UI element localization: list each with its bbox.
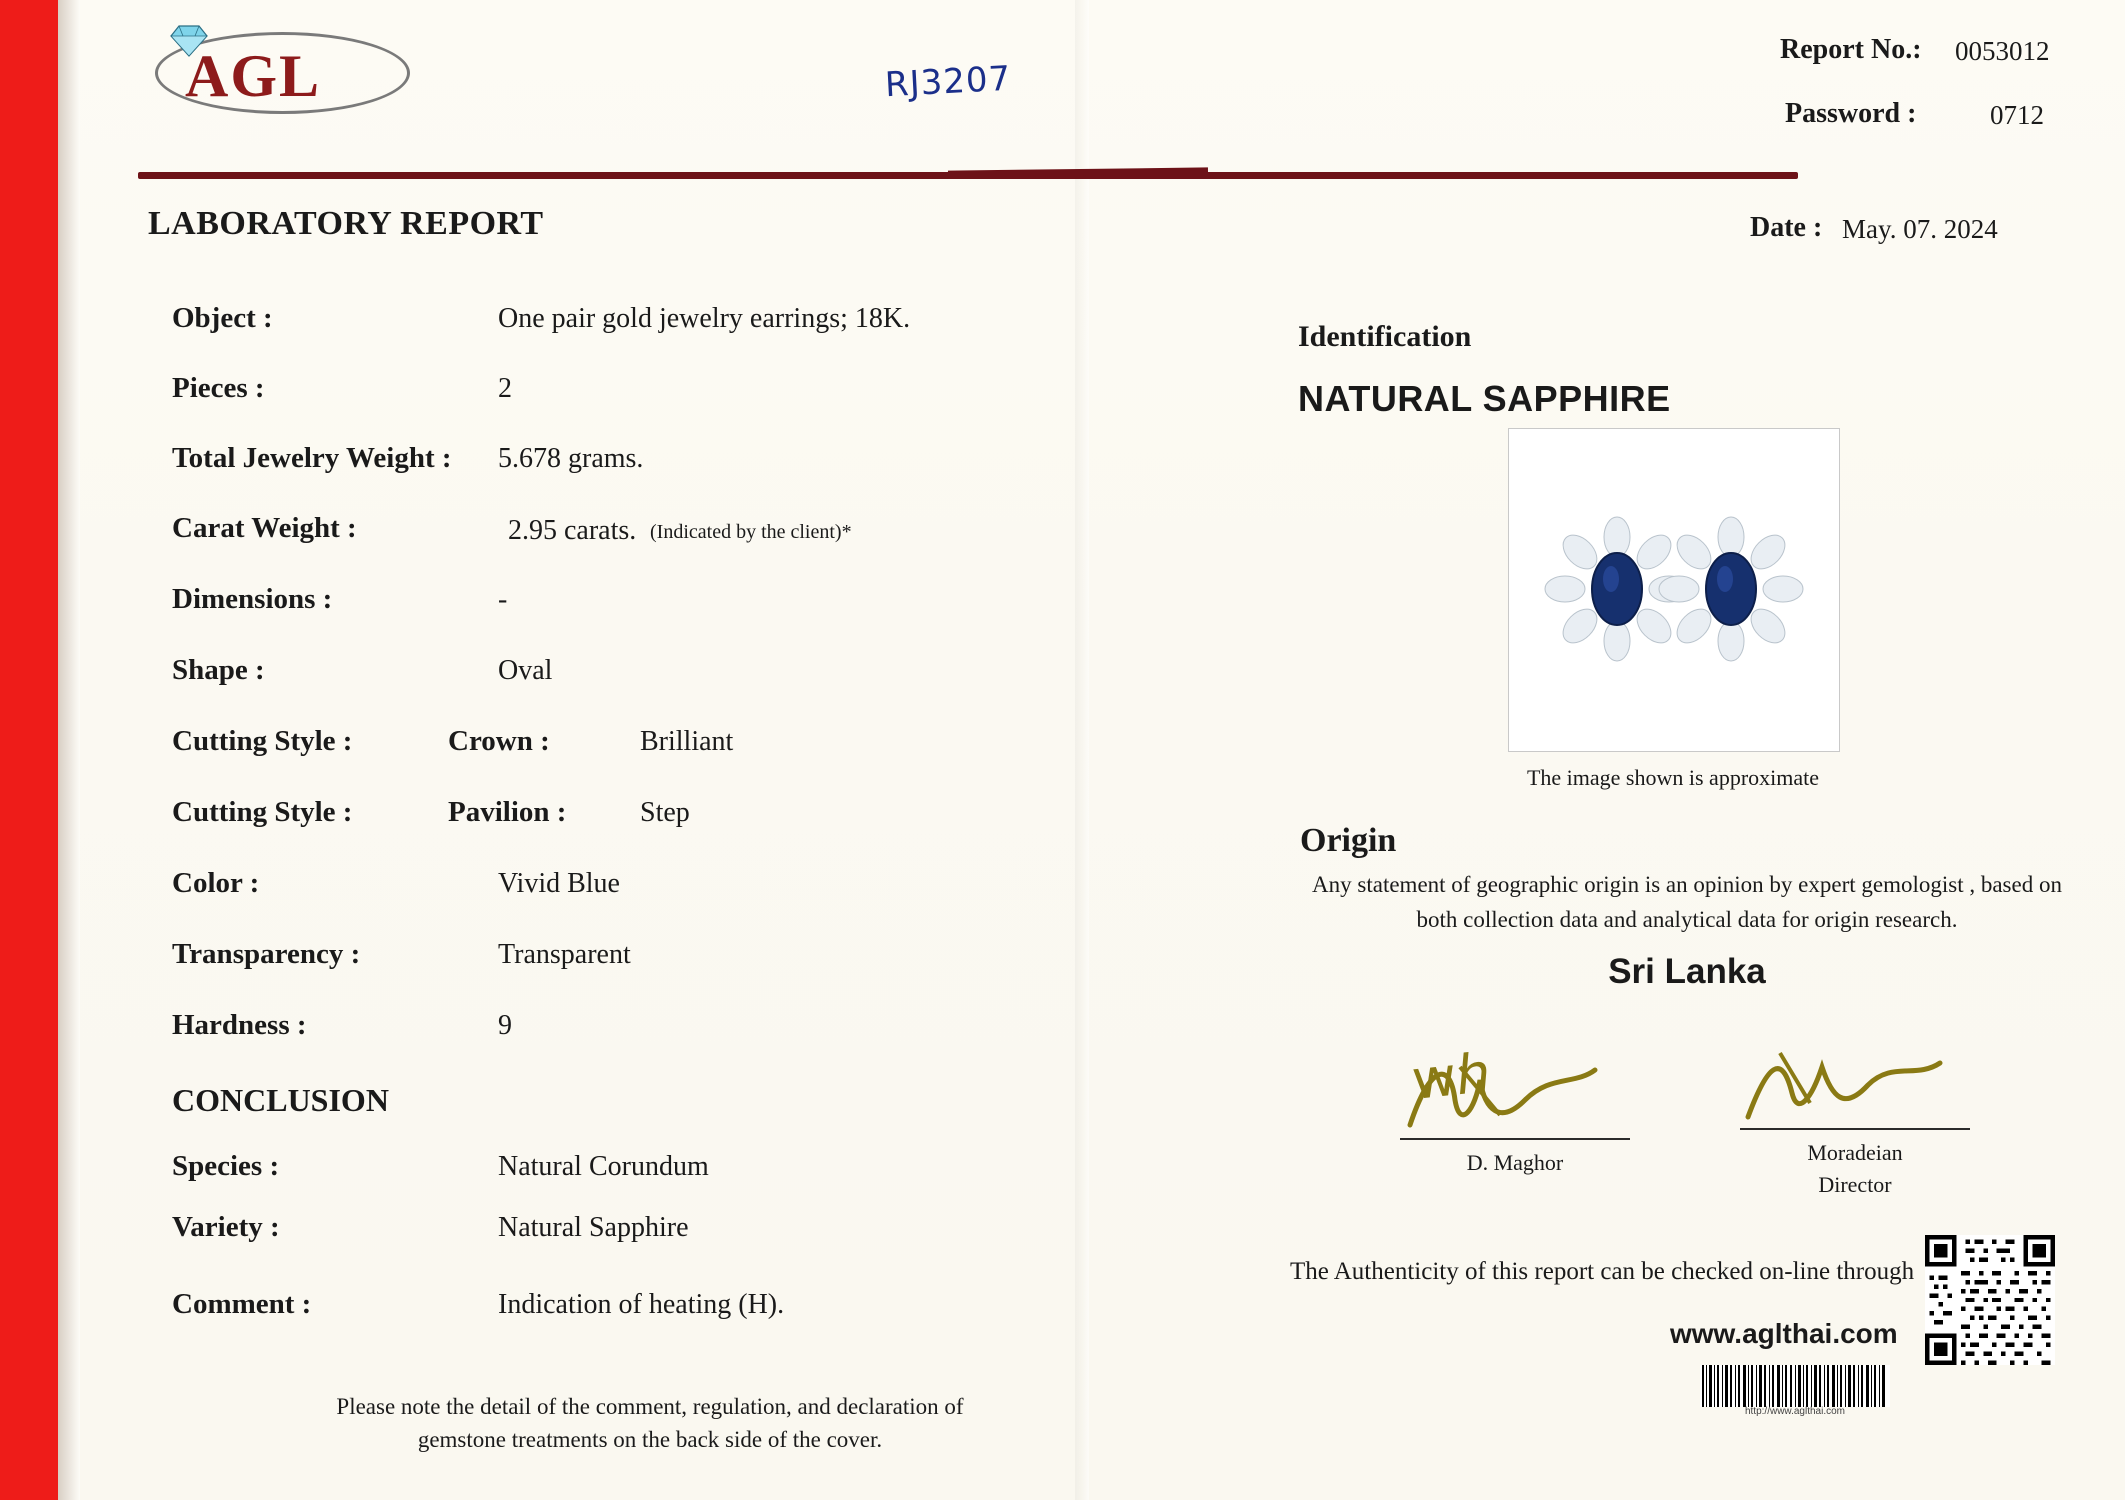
row-value-dimensions: - bbox=[498, 584, 508, 615]
logo-text: AGL bbox=[185, 43, 322, 109]
row-label-cutting-style-pavilion: Cutting Style : bbox=[172, 796, 353, 828]
row-label-transparency: Transparency : bbox=[172, 938, 361, 970]
row-value-variety: Natural Sapphire bbox=[498, 1212, 689, 1243]
qr-code[interactable] bbox=[1925, 1235, 2055, 1365]
row-sublabel-pavilion: Pavilion : bbox=[448, 796, 567, 828]
identification-title: Identification bbox=[1298, 320, 1472, 353]
page-title bbox=[148, 205, 544, 243]
row-label-object: Object : bbox=[172, 302, 273, 334]
row-value-species: Natural Corundum bbox=[498, 1151, 709, 1182]
red-spine bbox=[0, 0, 58, 1500]
row-note-carat-weight: (Indicated by the client)* bbox=[650, 521, 852, 543]
page-title-text: LABORATORY REPORT bbox=[148, 205, 544, 242]
row-label-comment: Comment : bbox=[172, 1288, 312, 1320]
row-label-hardness: Hardness : bbox=[172, 1009, 307, 1041]
signature-line-1 bbox=[1400, 1138, 1630, 1140]
row-label-species: Species : bbox=[172, 1150, 280, 1182]
origin-title: Origin bbox=[1300, 822, 1397, 859]
row-label-total-weight: Total Jewelry Weight : bbox=[172, 442, 452, 474]
row-label-cutting-style-crown: Cutting Style : bbox=[172, 725, 353, 757]
row-value-comment: Indication of heating (H). bbox=[498, 1289, 785, 1320]
signature-name-1: D. Maghor bbox=[1466, 1150, 1564, 1175]
signature-line-2 bbox=[1740, 1128, 1970, 1130]
report-number-value: 0053012 bbox=[1955, 36, 2050, 66]
footnote-text: Please note the detail of the comment, regulation, and declaration of gemstone treatments on the back side of the cover. bbox=[336, 1394, 964, 1453]
row-label-color: Color : bbox=[172, 867, 260, 899]
authenticity-text: The Authenticity of this report can be checked on-line through bbox=[1290, 1258, 1915, 1285]
earrings-illustration bbox=[1509, 429, 1839, 751]
row-label-variety: Variety : bbox=[172, 1211, 280, 1243]
center-fold bbox=[1075, 0, 1089, 1500]
row-label-pieces: Pieces : bbox=[172, 372, 265, 404]
signature-ink-1: wℎ bbox=[1408, 1041, 1494, 1112]
handwritten-code: RJ3207 bbox=[884, 58, 1013, 106]
row-value-object: One pair gold jewelry earrings; 18K. bbox=[498, 303, 911, 334]
date-value: May. 07. 2024 bbox=[1842, 214, 1998, 244]
row-value-crown: Brilliant bbox=[640, 726, 734, 757]
origin-note: Any statement of geographic origin is an opinion by expert gemologist , based on both collection data and analytical data for origin research. bbox=[1312, 872, 2062, 932]
row-value-color: Vivid Blue bbox=[498, 868, 620, 899]
row-label-shape: Shape : bbox=[172, 654, 265, 686]
date-label: Date : bbox=[1750, 212, 1823, 243]
signature-mark-2 bbox=[1740, 1045, 1950, 1125]
row-value-carat-weight: 2.95 carats. bbox=[508, 515, 637, 546]
header-divider bbox=[138, 172, 1798, 179]
row-value-transparency: Transparent bbox=[498, 939, 631, 970]
row-value-hardness: 9 bbox=[498, 1010, 512, 1041]
password-label: Password : bbox=[1785, 98, 1917, 129]
gemstone-photo bbox=[1508, 428, 1840, 752]
barcode bbox=[1700, 1365, 1890, 1407]
row-sublabel-crown: Crown : bbox=[448, 725, 550, 757]
signature-mark-1 bbox=[1400, 1055, 1610, 1135]
spine-shadow bbox=[58, 0, 80, 1500]
row-value-total-weight: 5.678 grams. bbox=[498, 443, 644, 474]
row-value-shape: Oval bbox=[498, 655, 553, 686]
password-value: 0712 bbox=[1990, 100, 2044, 130]
signature-name-2: Moradeian bbox=[1807, 1140, 1903, 1165]
signature-role-2: Director bbox=[1818, 1172, 1892, 1197]
photo-caption: The image shown is approximate bbox=[1526, 765, 1820, 790]
agl-logo bbox=[155, 22, 415, 122]
row-label-dimensions: Dimensions : bbox=[172, 583, 333, 615]
row-value-pieces: 2 bbox=[498, 373, 512, 404]
origin-value: Sri Lanka bbox=[1608, 952, 1766, 991]
row-label-carat-weight: Carat Weight : bbox=[172, 512, 357, 544]
barcode-caption: http://www.aglthai.com bbox=[1744, 1406, 1846, 1417]
identification-value: NATURAL SAPPHIRE bbox=[1298, 378, 1671, 419]
conclusion-title: CONCLUSION bbox=[172, 1082, 389, 1118]
row-value-pavilion: Step bbox=[640, 797, 690, 828]
report-number-label: Report No.: bbox=[1780, 34, 1922, 65]
website-link[interactable]: www.aglthai.com bbox=[1670, 1318, 1898, 1349]
